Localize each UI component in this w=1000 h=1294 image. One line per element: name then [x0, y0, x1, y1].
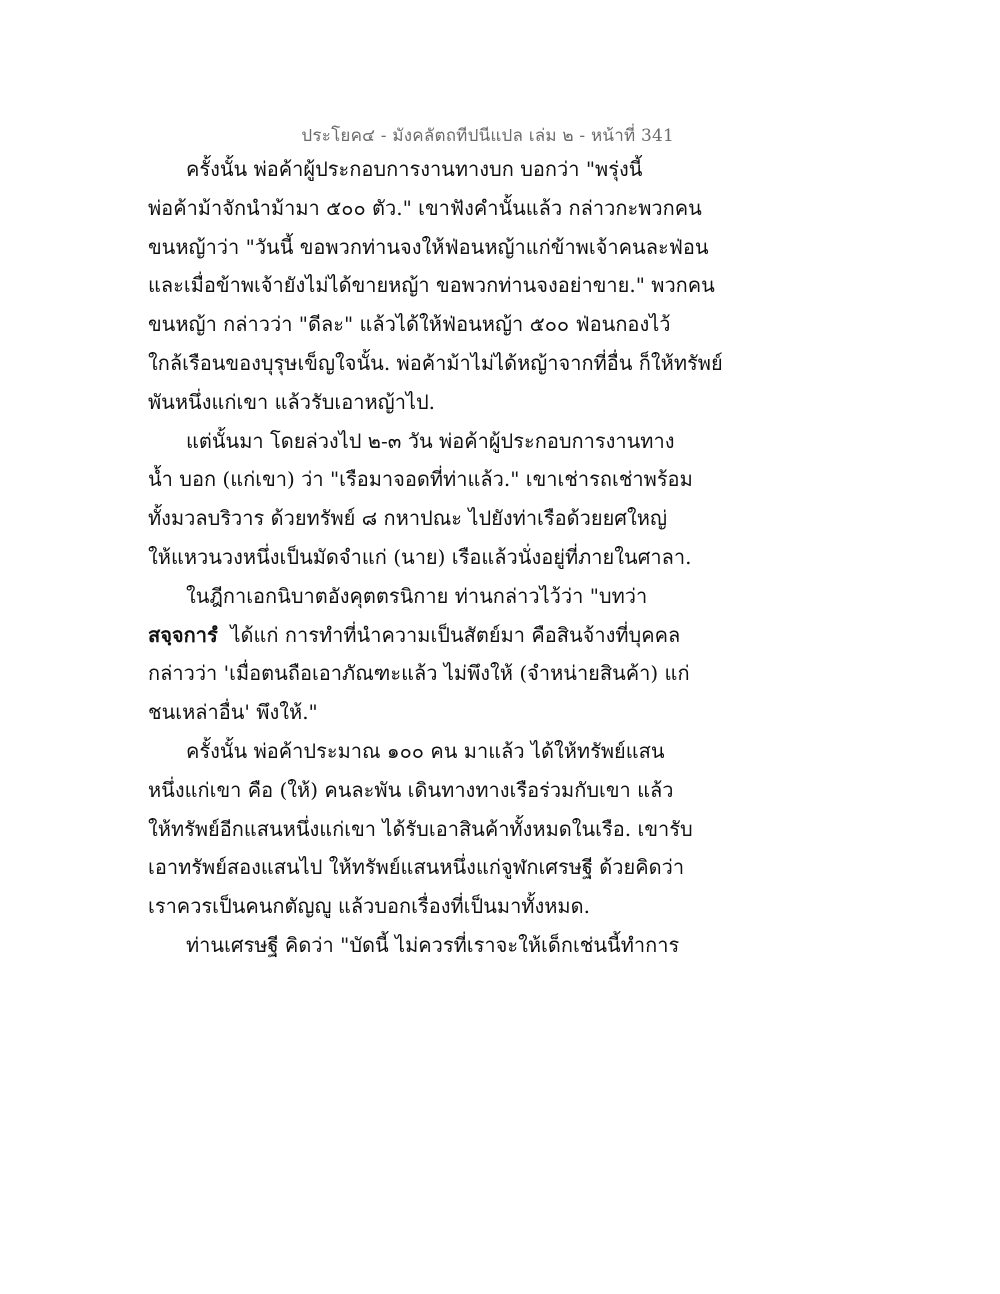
text-line: น้ำ บอก (แก่เขา) ว่า "เรือมาจอดที่ท่าแล้ว." เขาเช่ารถเช่าพร้อม — [148, 467, 693, 492]
text-line — [148, 616, 708, 655]
text-line: ใกล้เรือนของบุรุษเข็ญใจนั้น. พ่อค้าม้าไม่ได้หญ้าจากที่อื่น ก็ให้ทรัพย์ — [148, 350, 723, 375]
text-line: ให้ทรัพย์อีกแสนหนึ่งแก่เขา ได้รับเอาสินค้าทั้งหมดในเรือ. เขารับ — [148, 816, 693, 841]
text-line: ครั้งนั้น พ่อค้าผู้ประกอบการงานทางบก บอกว่า "พรุ่งนี้ — [186, 157, 643, 181]
text-line: ครั้งนั้น พ่อค้าประมาณ ๑๐๐ คน มาแล้ว ได้ให้ทรัพย์แสน — [186, 738, 665, 763]
text-line: ท่านเศรษฐี คิดว่า "บัดนี้ ไม่ควรที่เราจะให้เด็กเช่นนี้ทำการ — [186, 932, 680, 957]
text-line: พ่อค้าม้าจักนำม้ามา ๕๐๐ ตัว." เขาฟังคำนั้นแล้ว กล่าวกะพวกคน — [148, 195, 702, 220]
text-line: พันหนึ่งแก่เขา แล้วรับเอาหญ้าไป. — [148, 389, 436, 414]
text-line: และเมื่อข้าพเจ้ายังไม่ได้ขายหญ้า ขอพวกท่านจงอย่าขาย." พวกคน — [148, 273, 715, 298]
text-line: ในฎีกาเอกนิบาตอังคุตตรนิกาย ท่านกล่าวไว้ว่า "บทว่า — [186, 583, 648, 608]
text-line: ขนหญ้าว่า "วันนี้ ขอพวกท่านจงให้ฟ่อนหญ้าแก่ข้าพเจ้าคนละฟ่อน — [148, 234, 709, 259]
text-line: ให้แหวนวงหนึ่งเป็นมัดจำแก่ (นาย) เรือแล้วนั่งอยู่ที่ภายในศาลา. — [148, 544, 692, 569]
text-line: แต่นั้นมา โดยล่วงไป ๒-๓ วัน พ่อค้าผู้ประกอบการงานทาง — [186, 428, 675, 453]
text-line: เราควรเป็นคนกตัญญู แล้วบอกเรื่องที่เป็นมาทั้งหมด. — [148, 894, 590, 919]
text-line: ชนเหล่าอื่น' พึงให้." — [148, 700, 318, 725]
text-line: ขนหญ้า กล่าวว่า "ดีละ" แล้วได้ให้ฟ่อนหญ้า ๕๐๐ ฟ่อนกองไว้ — [148, 312, 671, 337]
text-line: ทั้งมวลบริวาร ด้วยทรัพย์ ๘ กหาปณะ ไปยังท่าเรือด้วยยศใหญ่ — [148, 506, 667, 531]
text-line-rest: ได้แก่ การทำที่นำความเป็นสัตย์มา คือสินจ้างที่บุคคล — [230, 622, 681, 647]
text-line: หนึ่งแก่เขา คือ (ให้) คนละพัน เดินทางทางเรือร่วมกับเขา แล้ว — [148, 777, 674, 802]
body-text — [148, 150, 723, 965]
text-line: เอาทรัพย์สองแสนไป ให้ทรัพย์แสนหนึ่งแก่จูฬกเศรษฐี ด้วยคิดว่า — [148, 855, 685, 880]
page-running-header: ประโยค๔ - มังคลัตถทีปนีแปล เล่ม ๒ - หน้าที่ 341 — [301, 126, 674, 146]
bold-pali-term: สจฺจการํ — [148, 622, 218, 647]
text-line: กล่าวว่า 'เมื่อตนถือเอาภัณฑะแล้ว ไม่พึงให้ (จำหน่ายสินค้า) แก่ — [148, 661, 690, 686]
